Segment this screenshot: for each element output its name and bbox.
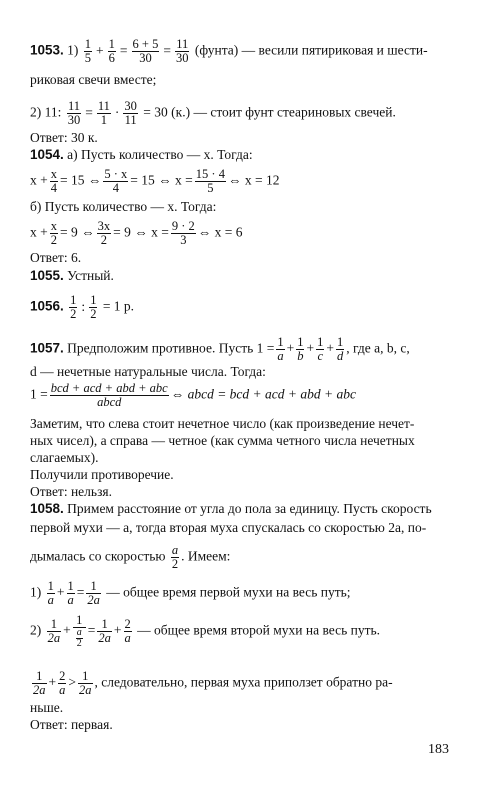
p1058-line1 bbox=[30, 501, 462, 517]
fraction: $\frac{1}{\frac{a}{2}}$ bbox=[73, 614, 86, 649]
fraction: $\frac{1}{6}$ bbox=[108, 37, 115, 65]
p1058-answer: Ответ: первая. bbox=[30, 717, 113, 732]
fraction: $\frac{1}{a}$ bbox=[67, 579, 74, 607]
text: дымалась со скоростью bbox=[30, 548, 166, 564]
p1054-eq-b: x + $\frac{x}{2}$ = 9 ⇔ $\frac{3x}{2}$ = 9 ⇔ x = $\frac{9 \cdot 2}{3}$ ⇔ x = 6 bbox=[30, 219, 243, 247]
text: , где a, b, c, bbox=[346, 340, 410, 356]
p1058-line2: первой мухи — a, тогда вторая муха спускалась со скоростью 2a, по- bbox=[30, 520, 427, 535]
text: = 30 (к.) — стоит фунт стеариновых свечей. bbox=[143, 104, 396, 120]
p1058-last-line: ньше. bbox=[30, 700, 64, 715]
fraction: $\frac{1}{2a}$ bbox=[79, 669, 92, 697]
fraction: $\frac{1}{2a}$ bbox=[98, 617, 111, 645]
p1053-answer: Ответ: 30 к. bbox=[30, 130, 98, 145]
problem-number: 1058. bbox=[30, 501, 64, 516]
fraction: $\frac{15 \cdot 4}{5}$ bbox=[195, 167, 225, 195]
p1058-step1: 1) $\frac{1}{a}$ + $\frac{1}{a}$ = $\frac{1}{2a}$ — общее время первой мухи на весь путь; bbox=[30, 579, 351, 607]
label: 1) bbox=[67, 42, 79, 58]
problem-number: 1053. bbox=[30, 42, 64, 58]
p1055-line bbox=[30, 268, 462, 284]
fraction: $\frac{11}{1}$ bbox=[97, 99, 110, 127]
p1057-line1: 1057. Предположим противное. Пусть 1 = $\frac{1}{a}$ + $\frac{1}{b}$ + $\frac{1}{c}$ + $\frac{1}{d}$ , где a, b, c, bbox=[30, 335, 410, 363]
problem-number: 1056. bbox=[30, 298, 64, 314]
fraction: $\frac{1}{2a}$ bbox=[47, 617, 61, 645]
fraction: $\frac{30}{11}$ bbox=[124, 99, 137, 127]
fraction: $\frac{1}{2}$ bbox=[90, 293, 97, 321]
p1057-equation bbox=[30, 382, 462, 409]
p1057-line6: слагаемых). bbox=[30, 450, 99, 465]
text: 2) bbox=[30, 622, 42, 638]
fraction: $\frac{1}{a}$ bbox=[277, 335, 284, 363]
fraction: $\frac{1}{2a}$ bbox=[87, 579, 100, 607]
fraction: $\frac{1}{a}$ bbox=[47, 579, 54, 607]
fraction: $\frac{11}{30}$ bbox=[175, 37, 189, 65]
text: — общее время первой мухи на весь путь; bbox=[106, 584, 351, 600]
problem-number: 1057. bbox=[30, 340, 64, 356]
p1058-step3: $\frac{1}{2a}$ + $\frac{2}{a}$ > $\frac{1}{2a}$ , следовательно, первая муха приползет обратно ра- bbox=[33, 669, 393, 697]
fraction: $\frac{x}{2}$ bbox=[50, 219, 57, 247]
fraction: $\frac{1}{2}$ bbox=[70, 293, 77, 321]
text: = 1 р. bbox=[102, 298, 135, 314]
fraction: $\frac{1}{c}$ bbox=[317, 335, 324, 363]
p1057-line7: Получили противоречие. bbox=[30, 467, 174, 482]
fraction: $\frac{a}{2}$ bbox=[171, 543, 179, 571]
fraction: $\frac{1}{2a}$ bbox=[33, 669, 46, 697]
p1053-line3: 2) 11: $\frac{11}{30}$ = $\frac{11}{1}$ · $\frac{30}{11}$ = 30 (к.) — стоит фунт стеариновых свечей. bbox=[30, 99, 396, 127]
p1054-answer: Ответ: 6. bbox=[30, 250, 82, 265]
page-number: 183 bbox=[428, 742, 449, 757]
problem-number: 1055. bbox=[30, 268, 64, 283]
text: Предположим противное. Пусть 1 = bbox=[67, 340, 275, 356]
fraction: $\frac{2}{a}$ bbox=[124, 617, 131, 645]
text: а) Пусть количество — x. Тогда: bbox=[67, 147, 253, 162]
p1056-line: 1056. $\frac{1}{2}$ : $\frac{1}{2}$ = 1 р. bbox=[30, 293, 135, 321]
fraction: $\frac{9 \cdot 2}{3}$ bbox=[171, 219, 195, 247]
p1057-answer: Ответ: нельзя. bbox=[30, 484, 112, 499]
fraction: $\frac{1}{b}$ bbox=[297, 335, 304, 363]
fraction: $\frac{x}{4}$ bbox=[50, 167, 57, 195]
text: 2) 11: bbox=[30, 104, 62, 120]
problem-number: 1054. bbox=[30, 147, 64, 162]
p1057-line2: d — нечетные натуральные числа. Тогда: bbox=[30, 364, 266, 379]
text: 1) bbox=[30, 584, 42, 600]
text: 1 = bbox=[30, 386, 48, 402]
fraction: $\frac{1}{5}$ bbox=[84, 37, 92, 65]
text: . Имеем: bbox=[181, 548, 231, 564]
p1058-line3 bbox=[30, 544, 462, 571]
text: Примем расстояние от угла до пола за единицу. Пусть скорость bbox=[67, 501, 432, 516]
p1058-step2: 2) $\frac{1}{2a}$ + $\frac{1}{\frac{a}{2}}$ = $\frac{1}{2a}$ + $\frac{2}{a}$ — общее время второй мухи на весь путь. bbox=[30, 613, 381, 649]
text: , следовательно, первая муха приползет обратно ра- bbox=[94, 674, 393, 690]
p1057-line4: Заметим, что слева стоит нечетное число (как произведение нечет- bbox=[30, 416, 415, 431]
fraction: $\frac{5 \cdot x}{4}$ bbox=[104, 167, 128, 195]
fraction: $\frac{3x}{2}$ bbox=[97, 219, 111, 247]
text: ⇔ abcd = bcd + acd + abd + abc bbox=[170, 386, 356, 402]
text: — общее время второй мухи на весь путь. bbox=[137, 622, 381, 638]
text: Устный. bbox=[67, 268, 114, 283]
fraction: $\frac{11}{30}$ bbox=[67, 99, 81, 127]
p1054-line-b: б) Пусть количество — x. Тогда: bbox=[30, 199, 217, 214]
text: (фунта) — весили пятириковая и шести- bbox=[194, 42, 428, 58]
fraction: $\frac{2}{a}$ bbox=[59, 669, 66, 697]
fraction: $\frac{6 + 5}{30}$ bbox=[132, 37, 159, 65]
p1053-line2: риковая свечи вместе; bbox=[30, 72, 157, 87]
p1053-line1: 1053. 1) $\frac{1}{5}$ + $\frac{1}{6}$ = $\frac{6 + 5}{30}$ = $\frac{11}{30}$ (фунта) — весили пятириковая и шести- bbox=[30, 37, 428, 65]
fraction: $\frac{\text{bcd + acd + abd + abc}}{\text{abcd}}$ bbox=[50, 381, 168, 409]
p1054-eq-a: x + $\frac{x}{4}$ = 15 ⇔ $\frac{5 \cdot x}{4}$ = 15 ⇔ x = $\frac{15 \cdot 4}{5}$ ⇔ x = 12 bbox=[30, 167, 280, 195]
fraction: $\frac{1}{d}$ bbox=[336, 335, 344, 363]
p1057-line5: ных чисел), а справа — четное (как сумма четного числа нечетных bbox=[30, 433, 415, 448]
p1054-line1 bbox=[30, 147, 462, 163]
